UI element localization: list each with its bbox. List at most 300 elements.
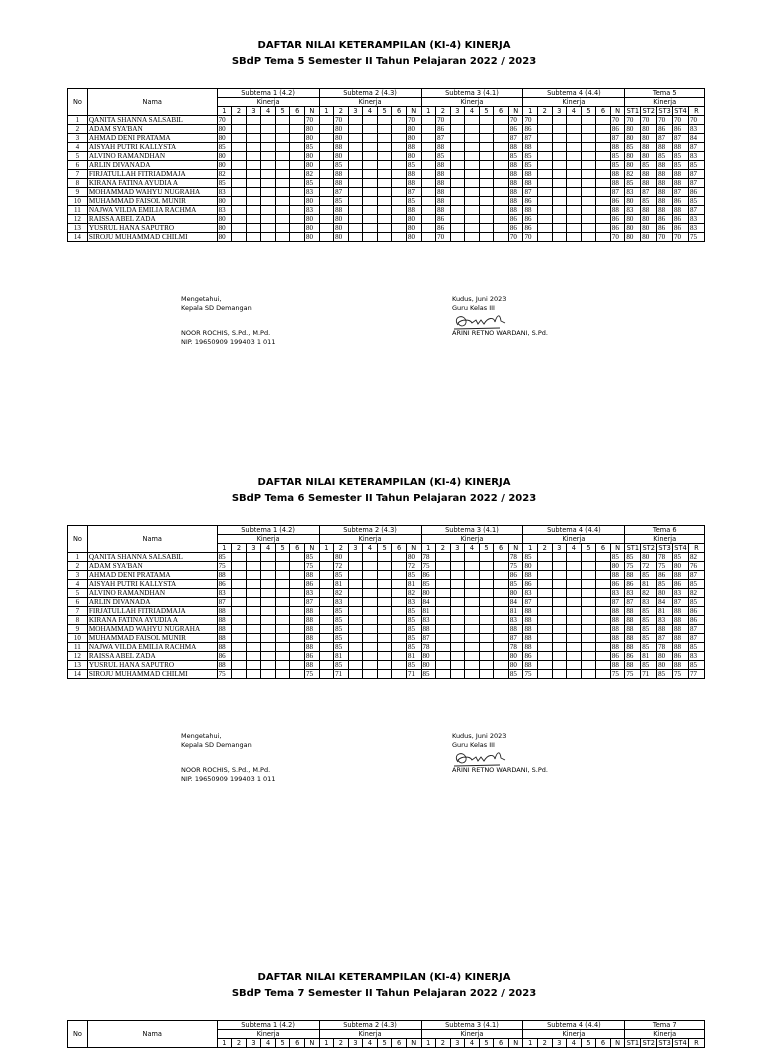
score-cell: 88	[436, 161, 451, 170]
score-cell: 83	[688, 215, 704, 224]
sig-left-nip: NIP. 19650909 199403 1 011	[181, 337, 276, 346]
score-cell: 88	[523, 170, 538, 179]
score-cell: 83	[523, 589, 538, 598]
score-cell	[421, 134, 436, 143]
header-col: N	[610, 544, 625, 553]
score-cell: 88	[508, 206, 523, 215]
score-cell: 85	[673, 152, 689, 161]
handwritten-signature-icon	[450, 748, 510, 770]
score-cell: 85	[334, 197, 349, 206]
score-cell	[596, 152, 611, 161]
header-col: ST1	[626, 544, 640, 552]
score-cell: 88	[217, 571, 232, 580]
score-cell: 78	[421, 643, 436, 652]
header-col: N	[508, 1039, 523, 1048]
score-cell	[567, 589, 582, 598]
score-cell	[392, 224, 407, 233]
score-cell	[319, 224, 334, 233]
score-cell	[261, 143, 276, 152]
score-cell	[290, 206, 305, 215]
header-col: 1	[217, 1039, 232, 1048]
score-cell: 86	[421, 571, 436, 580]
score-cell	[465, 562, 480, 571]
score-cell	[567, 562, 582, 571]
score-cell	[436, 643, 451, 652]
handwritten-signature-icon	[450, 311, 510, 333]
score-cell: 70	[436, 233, 451, 242]
student-name: ALVINO RAMANDHAN	[87, 152, 217, 161]
score-cell: 81	[508, 607, 523, 616]
score-cell: 88	[523, 607, 538, 616]
table-row	[68, 170, 705, 179]
header-col: 2	[436, 544, 451, 553]
score-cell	[290, 134, 305, 143]
score-cell: 86	[305, 652, 320, 661]
score-cell	[450, 589, 465, 598]
student-name: KIRANA FATINA AYUDIA A	[87, 179, 217, 188]
score-cell	[275, 598, 290, 607]
score-cell	[232, 224, 247, 233]
score-cell	[581, 571, 596, 580]
score-cell	[538, 598, 553, 607]
score-cell: 82	[688, 553, 704, 562]
score-cell	[275, 125, 290, 134]
row-number: 3	[68, 571, 88, 580]
score-cell	[319, 589, 334, 598]
score-cell: 75	[217, 562, 232, 571]
score-cell	[261, 580, 276, 589]
score-cell: 88	[673, 661, 689, 670]
table-row	[68, 161, 705, 170]
header-kinerja: Kinerja	[217, 98, 319, 107]
score-cell	[232, 625, 247, 634]
score-cell	[596, 571, 611, 580]
score-cell: 87	[688, 179, 704, 188]
score-cell	[596, 215, 611, 224]
score-cell: 80	[305, 215, 320, 224]
score-cell: 80	[641, 553, 657, 562]
table-row	[68, 188, 705, 197]
score-cell	[261, 589, 276, 598]
score-cell: 85	[641, 625, 657, 634]
score-cell	[581, 134, 596, 143]
score-cell: 88	[673, 634, 689, 643]
score-cell	[538, 125, 553, 134]
table-subtitle: SBdP Tema 6 Semester II Tahun Pelajaran 2022 / 2023	[231, 493, 537, 504]
score-cell	[465, 661, 480, 670]
score-cell	[567, 152, 582, 161]
header-col: 6	[494, 544, 509, 553]
score-cell	[348, 670, 363, 679]
score-cell	[552, 616, 567, 625]
score-cell: 83	[334, 598, 349, 607]
score-cell	[450, 607, 465, 616]
score-cell: 83	[688, 224, 704, 233]
score-cell	[596, 206, 611, 215]
score-cell	[290, 233, 305, 242]
score-cell	[596, 143, 611, 152]
score-cell	[596, 616, 611, 625]
score-cell	[363, 598, 378, 607]
score-cell: 80	[523, 562, 538, 571]
score-cell	[319, 125, 334, 134]
score-cell	[246, 553, 261, 562]
header-col: 2	[436, 107, 451, 116]
score-cell	[552, 116, 567, 125]
score-cell: 88	[508, 161, 523, 170]
score-cell	[421, 224, 436, 233]
score-cell	[596, 589, 611, 598]
score-cell	[552, 125, 567, 134]
score-cell: 83	[688, 125, 704, 134]
table-row	[68, 134, 705, 143]
score-cell	[596, 170, 611, 179]
score-cell	[567, 188, 582, 197]
score-cell: 86	[657, 125, 673, 134]
row-number: 5	[68, 152, 88, 161]
score-cell: 80	[625, 233, 641, 242]
score-cell	[465, 571, 480, 580]
score-cell: 82	[625, 170, 641, 179]
score-cell: 88	[610, 143, 625, 152]
score-cell	[348, 652, 363, 661]
student-name: AISYAH PUTRI KALLYSTA	[87, 580, 217, 589]
score-cell	[596, 188, 611, 197]
score-cell	[363, 152, 378, 161]
header-no: No	[68, 89, 88, 116]
score-cell: 86	[673, 224, 689, 233]
header-col: ST4	[674, 1039, 687, 1047]
score-cell: 85	[523, 553, 538, 562]
score-cell	[450, 224, 465, 233]
score-cell	[261, 134, 276, 143]
score-cell	[538, 670, 553, 679]
score-cell	[246, 580, 261, 589]
score-cell	[552, 571, 567, 580]
score-cell	[436, 661, 451, 670]
score-cell	[450, 188, 465, 197]
score-cell	[290, 197, 305, 206]
score-cell	[538, 152, 553, 161]
score-cell	[377, 616, 392, 625]
table-row	[68, 553, 705, 562]
score-cell	[246, 571, 261, 580]
score-cell	[363, 215, 378, 224]
sig-right-line1: Kudus, Juni 2023	[452, 732, 507, 740]
header-col: 4	[465, 544, 480, 553]
score-cell: 86	[610, 125, 625, 134]
score-cell: 88	[673, 625, 689, 634]
score-cell	[465, 170, 480, 179]
score-cell: 88	[508, 179, 523, 188]
header-col: 3	[552, 544, 567, 553]
table-row	[68, 616, 705, 625]
table-row	[68, 152, 705, 161]
score-cell	[596, 134, 611, 143]
score-cell	[581, 215, 596, 224]
header-kinerja: Kinerja	[319, 98, 421, 107]
score-cell	[421, 215, 436, 224]
student-name: AISYAH PUTRI KALLYSTA	[87, 143, 217, 152]
score-cell	[538, 170, 553, 179]
header-col: N	[305, 1039, 320, 1048]
score-cell: 85	[688, 661, 704, 670]
score-cell	[232, 652, 247, 661]
header-col: 4	[567, 1039, 582, 1048]
score-cell: 80	[406, 233, 421, 242]
row-number: 6	[68, 161, 88, 170]
sig-right-line2: Guru Kelas III	[452, 303, 495, 312]
sig-right-name: ARINI RETNO WARDANI, S.Pd.	[452, 329, 548, 337]
student-name: ARLIN DIVANADA	[87, 161, 217, 170]
score-cell	[494, 580, 509, 589]
score-cell: 70	[657, 116, 673, 125]
score-cell	[377, 125, 392, 134]
score-cell	[348, 643, 363, 652]
score-cell	[538, 580, 553, 589]
score-cell	[538, 224, 553, 233]
score-cell	[377, 206, 392, 215]
score-cell: 86	[673, 197, 689, 206]
score-cell: 78	[657, 553, 673, 562]
student-name: QANITA SHANNA SALSABIL	[87, 553, 217, 562]
score-cell: 83	[305, 188, 320, 197]
header-kinerja: Kinerja	[523, 98, 625, 107]
table-row	[68, 179, 705, 188]
header-nama: Nama	[87, 89, 217, 116]
score-cell: 88	[625, 661, 641, 670]
score-cell	[246, 625, 261, 634]
score-cell	[392, 616, 407, 625]
score-cell	[246, 562, 261, 571]
score-cell: 80	[334, 125, 349, 134]
score-cell: 85	[421, 670, 436, 679]
header-col: N	[406, 107, 421, 116]
header-col: 1	[319, 107, 334, 116]
score-cell	[290, 643, 305, 652]
score-cell: 86	[625, 580, 641, 589]
score-cell: 85	[508, 152, 523, 161]
score-cell: 85	[688, 643, 704, 652]
score-cell: 88	[625, 616, 641, 625]
score-cell: 80	[406, 215, 421, 224]
score-cell	[392, 607, 407, 616]
score-cell: 88	[673, 607, 689, 616]
score-cell	[552, 215, 567, 224]
score-cell	[479, 616, 494, 625]
score-cell: 85	[217, 143, 232, 152]
score-cell	[465, 634, 480, 643]
header-col: 3	[246, 1039, 261, 1048]
score-cell: 85	[334, 625, 349, 634]
score-cell	[377, 553, 392, 562]
header-col: 5	[275, 107, 290, 116]
row-number: 9	[68, 188, 88, 197]
score-cell: 88	[641, 170, 657, 179]
score-cell	[581, 197, 596, 206]
table-title: DAFTAR NILAI KETERAMPILAN (KI-4) KINERJA	[257, 972, 511, 983]
header-col: 5	[479, 544, 494, 553]
score-cell: 80	[657, 661, 673, 670]
score-cell	[567, 661, 582, 670]
score-cell: 88	[421, 625, 436, 634]
score-cell	[392, 553, 407, 562]
score-cell	[319, 562, 334, 571]
header-col: 2	[232, 1039, 247, 1048]
score-cell	[377, 670, 392, 679]
score-cell	[581, 634, 596, 643]
score-cell	[363, 134, 378, 143]
row-number: 8	[68, 179, 88, 188]
score-cell	[319, 634, 334, 643]
score-cell	[319, 233, 334, 242]
score-cell	[552, 580, 567, 589]
score-cell: 80	[625, 197, 641, 206]
score-cell: 80	[508, 661, 523, 670]
row-number: 11	[68, 643, 88, 652]
score-cell	[552, 634, 567, 643]
header-col: 6	[596, 544, 611, 553]
score-cell	[290, 143, 305, 152]
score-cell: 88	[436, 170, 451, 179]
score-cell: 88	[406, 170, 421, 179]
header-kinerja: Kinerja	[625, 535, 705, 544]
score-cell	[494, 224, 509, 233]
score-cell	[348, 233, 363, 242]
score-cell: 88	[657, 197, 673, 206]
score-cell: 85	[625, 179, 641, 188]
score-cell: 80	[406, 125, 421, 134]
score-cell: 88	[436, 206, 451, 215]
score-cell	[552, 553, 567, 562]
score-cell	[538, 179, 553, 188]
score-cell	[275, 571, 290, 580]
score-cell: 85	[406, 197, 421, 206]
score-cell	[567, 206, 582, 215]
score-cell	[552, 670, 567, 679]
score-cell: 80	[421, 589, 436, 598]
header-col: ST4	[674, 544, 687, 552]
score-cell	[232, 616, 247, 625]
score-cell	[377, 625, 392, 634]
score-cell	[596, 125, 611, 134]
score-cell	[479, 197, 494, 206]
score-cell: 88	[673, 571, 689, 580]
student-name: ADAM SYA'BAN	[87, 125, 217, 134]
row-number: 14	[68, 233, 88, 242]
score-cell	[465, 616, 480, 625]
score-cell: 80	[508, 652, 523, 661]
score-cell	[232, 134, 247, 143]
sig-left-line2: Kepala SD Demangan	[181, 303, 252, 312]
row-number: 13	[68, 661, 88, 670]
score-cell	[290, 553, 305, 562]
score-cell	[232, 125, 247, 134]
score-cell: 88	[625, 607, 641, 616]
header-col: 5	[479, 1039, 494, 1048]
row-number: 8	[68, 616, 88, 625]
score-cell	[465, 125, 480, 134]
score-cell	[436, 670, 451, 679]
score-cell	[596, 625, 611, 634]
score-cell	[275, 670, 290, 679]
score-cell: 88	[523, 206, 538, 215]
score-cell	[581, 652, 596, 661]
score-cell	[421, 206, 436, 215]
score-cell	[232, 670, 247, 679]
header-col: 1	[523, 107, 538, 116]
score-cell: 80	[305, 161, 320, 170]
score-cell	[567, 580, 582, 589]
score-cell	[581, 143, 596, 152]
score-cell	[436, 571, 451, 580]
score-cell: 80	[421, 652, 436, 661]
score-cell	[494, 589, 509, 598]
score-cell: 88	[610, 661, 625, 670]
header-tema: Tema 5	[625, 89, 705, 98]
header-subtema: Subtema 1 (4.2)	[217, 1021, 319, 1030]
score-cell	[479, 179, 494, 188]
score-cell	[232, 215, 247, 224]
score-cell: 80	[334, 224, 349, 233]
score-cell: 87	[523, 188, 538, 197]
score-cell	[290, 179, 305, 188]
score-cell	[567, 598, 582, 607]
score-cell	[392, 634, 407, 643]
score-cell	[377, 233, 392, 242]
score-cell	[377, 661, 392, 670]
score-cell	[246, 116, 261, 125]
header-col: 2	[538, 1039, 553, 1048]
score-cell	[232, 580, 247, 589]
score-cell: 80	[641, 134, 657, 143]
score-cell: 85	[406, 161, 421, 170]
student-name: AHMAD DENI PRATAMA	[87, 571, 217, 580]
score-cell: 75	[688, 233, 704, 242]
score-cell	[581, 170, 596, 179]
score-cell: 80	[641, 224, 657, 233]
signature-left	[181, 295, 275, 346]
score-cell	[494, 134, 509, 143]
score-cell: 85	[523, 152, 538, 161]
score-cell	[246, 197, 261, 206]
score-cell: 85	[610, 553, 625, 562]
header-col: 2	[436, 1039, 451, 1048]
score-cell: 80	[625, 134, 641, 143]
score-cell	[552, 643, 567, 652]
score-cell: 87	[688, 170, 704, 179]
score-cell: 87	[217, 598, 232, 607]
score-cell: 80	[217, 134, 232, 143]
table-row	[68, 580, 705, 589]
score-cell	[348, 116, 363, 125]
score-cell	[275, 562, 290, 571]
score-cell: 84	[508, 598, 523, 607]
score-cell	[319, 116, 334, 125]
score-cell	[538, 116, 553, 125]
score-cell	[494, 170, 509, 179]
score-cell: 83	[305, 206, 320, 215]
score-cell	[567, 652, 582, 661]
score-cell	[479, 670, 494, 679]
score-cell: 75	[625, 562, 641, 571]
score-cell	[538, 143, 553, 152]
score-cell: 80	[334, 233, 349, 242]
header-col: 1	[421, 107, 436, 116]
score-cell: 83	[217, 589, 232, 598]
header-kinerja: Kinerja	[625, 98, 705, 107]
score-cell	[421, 179, 436, 188]
